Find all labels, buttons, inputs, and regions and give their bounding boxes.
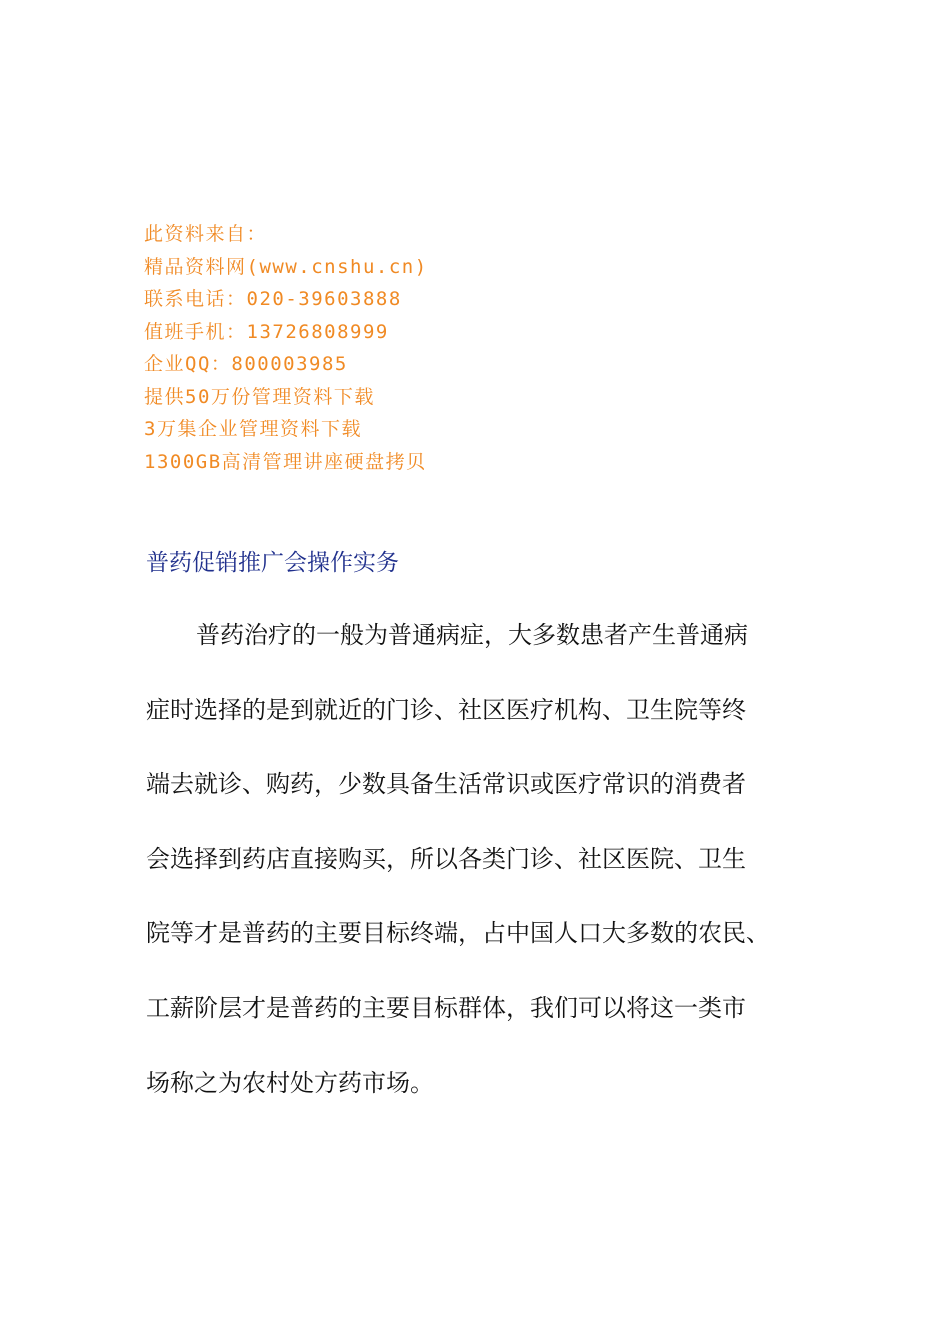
document-title: 普药促销推广会操作实务 bbox=[146, 550, 399, 576]
source-offer-documents: 提供50万份管理资料下载 bbox=[144, 385, 375, 408]
paragraph-line: 会选择到药店直接购买，所以各类门诊、社区医院、卫生 bbox=[146, 844, 746, 873]
source-info-block bbox=[144, 218, 644, 478]
source-website: 精品资料网(www.cnshu.cn) bbox=[144, 255, 428, 278]
body-paragraph bbox=[146, 618, 814, 1140]
paragraph-line: 端去就诊、购药，少数具备生活常识或医疗常识的消费者 bbox=[146, 770, 746, 799]
paragraph-line: 症时选择的是到就近的门诊、社区医疗机构、卫生院等终 bbox=[146, 695, 746, 724]
paragraph-line: 场称之为农村处方药市场。 bbox=[146, 1068, 434, 1097]
source-mobile: 值班手机：13726808999 bbox=[144, 320, 389, 343]
source-intro: 此资料来自： bbox=[144, 223, 268, 245]
paragraph-line: 院等才是普药的主要目标终端，占中国人口大多数的农民、 bbox=[146, 919, 770, 948]
source-qq: 企业QQ：800003985 bbox=[144, 353, 348, 375]
source-offer-lectures: 1300GB高清管理讲座硬盘拷贝 bbox=[144, 450, 427, 473]
source-phone: 联系电话：020-39603888 bbox=[144, 288, 402, 310]
paragraph-line: 工薪阶层才是普药的主要目标群体，我们可以将这一类市 bbox=[146, 993, 746, 1022]
source-offer-videos: 3万集企业管理资料下载 bbox=[144, 418, 362, 440]
paragraph-line: 普药治疗的一般为普通病症，大多数患者产生普通病 bbox=[196, 621, 748, 649]
